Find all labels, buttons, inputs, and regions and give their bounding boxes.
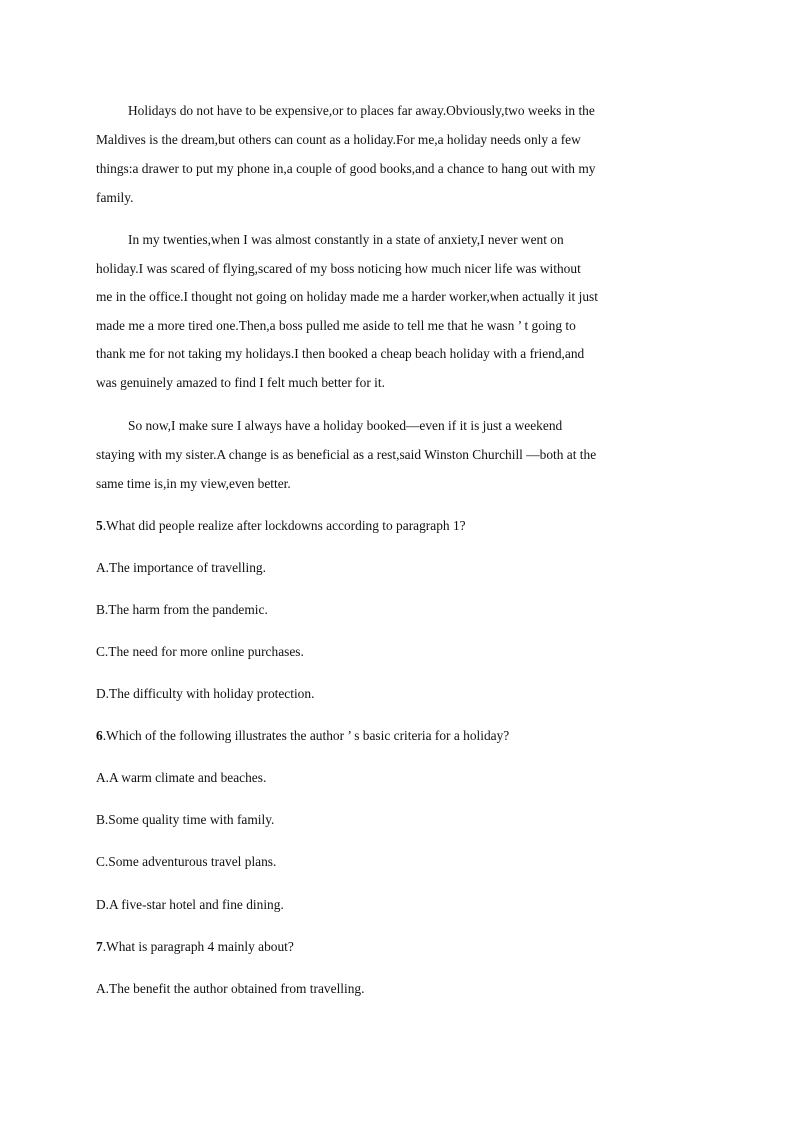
paragraph-line: Maldives is the dream,but others can count as a holiday.For me,a holiday needs only a few [96, 132, 581, 147]
paragraph-line: things:a drawer to put my phone in,a couple of good books,and a chance to hang out with my [96, 161, 596, 176]
question-number: 6 [96, 728, 103, 743]
paragraph-line: holiday.I was scared of flying,scared of my boss noticing how much nicer life was without [96, 260, 581, 276]
question-text: .What did people realize after lockdowns according to paragraph 1? [102, 518, 466, 533]
question-text: .What is paragraph 4 mainly about? [102, 939, 294, 954]
question-number: 7 [96, 939, 103, 954]
paragraph-line: made me a more tired one.Then,a boss pulled me aside to tell me that he wasn ’ t going to [96, 317, 576, 333]
question-6-option-c: C.Some adventurous travel plans. [96, 854, 277, 869]
paragraph-line: me in the office.I thought not going on holiday made me a harder worker,when actually it just [96, 289, 598, 305]
question-5-option-b: B.The harm from the pandemic. [96, 602, 268, 617]
paragraph-line: staying with my sister.A change is as beneficial as a rest,said Winston Churchill —both at the [96, 447, 597, 462]
paragraph-line: was genuinely amazed to find I felt much better for it. [96, 375, 385, 390]
paragraph-line: Holidays do not have to be expensive,or to places far away.Obviously,two weeks in the [128, 103, 595, 118]
question-number: 5 [96, 518, 103, 533]
question-5-stem [96, 517, 466, 535]
question-6-option-b: B.Some quality time with family. [96, 812, 275, 827]
question-7-option-a: A.The benefit the author obtained from travelling. [96, 981, 365, 996]
question-5-option-c: C.The need for more online purchases. [96, 644, 304, 659]
paragraph-line: family. [96, 190, 134, 205]
paragraph-line: So now,I make sure I always have a holiday booked—even if it is just a weekend [128, 418, 563, 433]
question-text: .Which of the following illustrates the author ’ s basic criteria for a holiday? [102, 728, 510, 743]
question-5-option-d: D.The difficulty with holiday protection. [96, 686, 315, 701]
paragraph-line: same time is,in my view,even better. [96, 476, 291, 491]
question-5-option-a: A.The importance of travelling. [96, 560, 266, 575]
paragraph-line: thank me for not taking my holidays.I then booked a cheap beach holiday with a friend,and [96, 346, 585, 362]
question-6-option-d: D.A five-star hotel and fine dining. [96, 897, 284, 912]
question-7-stem [96, 938, 294, 956]
paragraph-line: In my twenties,when I was almost constantly in a state of anxiety,I never went on [128, 232, 564, 247]
question-6-stem [96, 727, 509, 745]
question-6-option-a: A.A warm climate and beaches. [96, 770, 267, 785]
